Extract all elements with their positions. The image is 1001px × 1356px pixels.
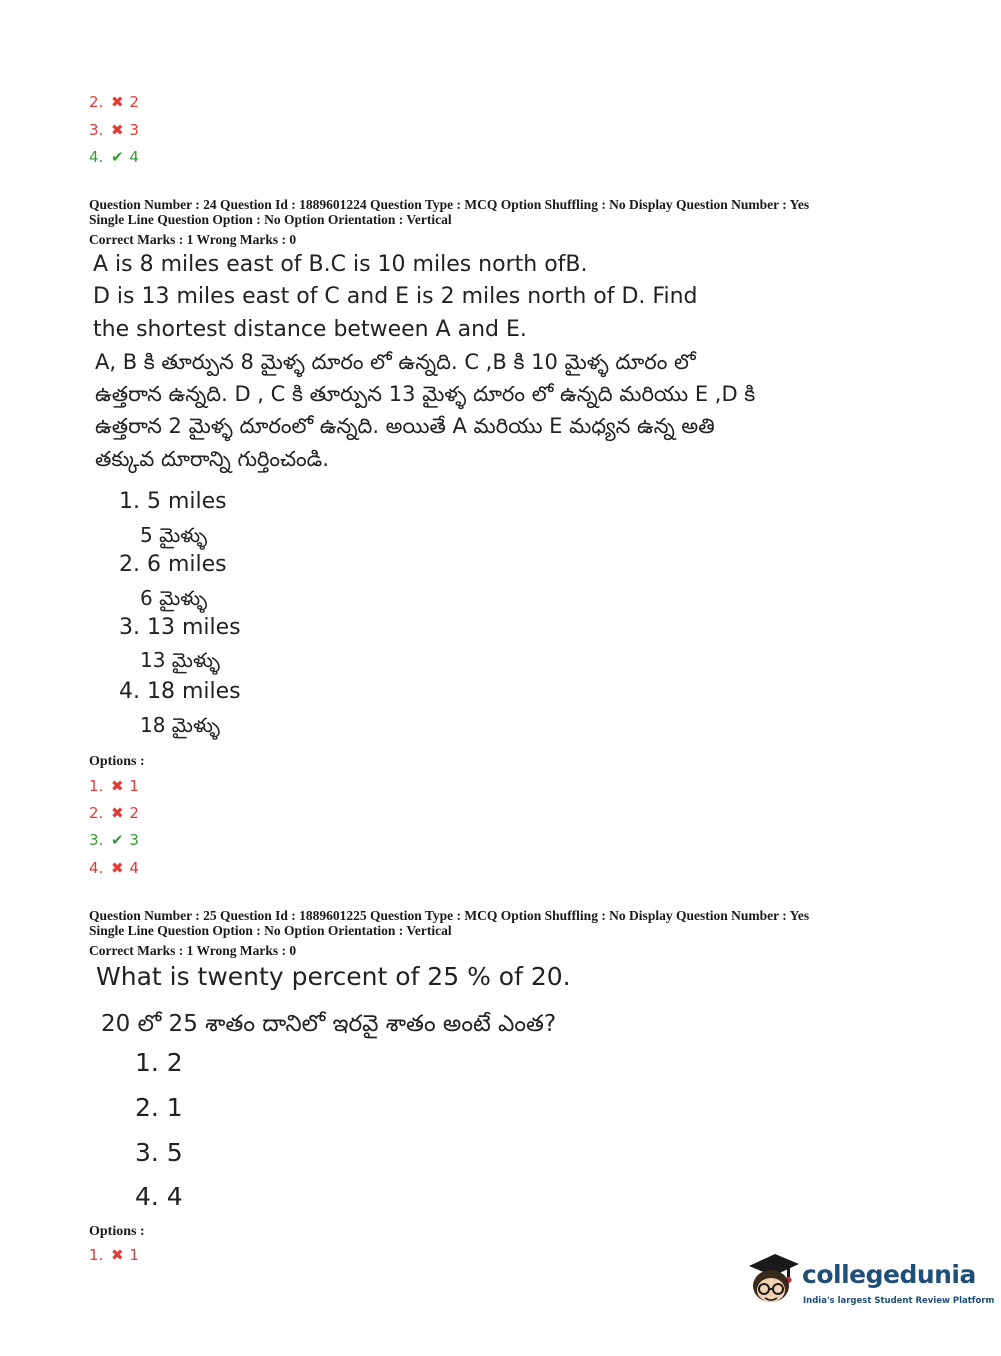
logo-name: collegedunia <box>802 1260 976 1289</box>
question-marks: Correct Marks : 1 Wrong Marks : 0 <box>89 232 297 247</box>
option-number: 3. <box>89 831 104 849</box>
options-label: Options : <box>89 1224 145 1239</box>
question-text-en: A is 8 miles east of B.C is 10 miles north ofB. <box>93 252 588 277</box>
option-number: 1. <box>89 777 104 795</box>
mascot-icon <box>745 1252 801 1310</box>
logo-tagline: India's largest Student Review Platform <box>803 1296 995 1306</box>
option-number: 2. <box>89 93 104 111</box>
cross-icon: ✖ <box>111 93 124 111</box>
question-text-te: ఉత్తరాన ఉన్నది. D , C కి తూర్పున 13 మైళ్ళ దూరం లో ఉన్నది మరియు E ,D కి <box>95 382 756 406</box>
option-value: 1 <box>129 777 139 795</box>
choice: 4. 4 <box>135 1182 183 1211</box>
choice-te: 18 మైళ్ళు <box>140 713 221 737</box>
choice-en: 1. 5 miles <box>119 489 227 514</box>
cross-icon: ✖ <box>111 1246 124 1264</box>
question-meta: Question Number : 25 Question Id : 1889601225 Question Type : MCQ Option Shuffling : No Display Question Number : Yes <box>89 908 810 923</box>
choice-te: 13 మైళ్ళు <box>140 648 221 672</box>
option-value: 4 <box>129 859 139 877</box>
collegedunia-logo <box>745 1252 995 1312</box>
question-text-te: 20 లో 25 శాతం దానిలో ఇరవై శాతం అంటే ఎంత? <box>101 1011 557 1037</box>
check-icon: ✔ <box>111 831 124 849</box>
question-text-te: తక్కువ దూరాన్ని గుర్తించండి. <box>95 447 329 471</box>
cross-icon: ✖ <box>111 859 124 877</box>
option-number: 2. <box>89 804 104 822</box>
option-line <box>89 859 139 877</box>
options-label: Options : <box>89 754 145 769</box>
question-text-te: A, B కి తూర్పున 8 మైళ్ళ దూరం లో ఉన్నది. C ,B కి 10 మైళ్ళ దూరం లో <box>95 350 696 374</box>
choice-en: 4. 18 miles <box>119 679 241 704</box>
question-meta: Single Line Question Option : No Option Orientation : Vertical <box>89 923 452 938</box>
question-text-en: the shortest distance between A and E. <box>93 317 527 342</box>
cross-icon: ✖ <box>111 121 124 139</box>
option-line <box>89 804 139 822</box>
option-line <box>89 93 139 111</box>
question-marks: Correct Marks : 1 Wrong Marks : 0 <box>89 943 297 958</box>
option-number: 3. <box>89 121 104 139</box>
option-value: 3 <box>129 121 139 139</box>
choice-en: 3. 13 miles <box>119 615 241 640</box>
choice-te: 5 మైళ్ళు <box>140 523 208 547</box>
cross-icon: ✖ <box>111 804 124 822</box>
option-number: 1. <box>89 1246 104 1264</box>
check-icon: ✔ <box>111 148 124 166</box>
question-meta: Single Line Question Option : No Option Orientation : Vertical <box>89 212 452 227</box>
option-value: 1 <box>129 1246 139 1264</box>
option-line <box>89 1246 139 1264</box>
option-number: 4. <box>89 148 104 166</box>
option-line <box>89 148 139 166</box>
option-value: 2 <box>129 93 139 111</box>
choice: 3. 5 <box>135 1138 183 1167</box>
choice: 1. 2 <box>135 1048 183 1077</box>
option-value: 4 <box>129 148 139 166</box>
question-text-en: D is 13 miles east of C and E is 2 miles north of D. Find <box>93 284 698 309</box>
cross-icon: ✖ <box>111 777 124 795</box>
option-line <box>89 777 139 795</box>
choice-te: 6 మైళ్ళు <box>140 586 208 610</box>
question-text-en: What is twenty percent of 25 % of 20. <box>96 962 571 991</box>
choice-en: 2. 6 miles <box>119 552 227 577</box>
question-meta: Question Number : 24 Question Id : 1889601224 Question Type : MCQ Option Shuffling : No Display Question Number : Yes <box>89 197 810 212</box>
option-number: 4. <box>89 859 104 877</box>
option-line <box>89 121 139 139</box>
option-value: 3 <box>129 831 139 849</box>
option-line <box>89 831 139 849</box>
question-text-te: ఉత్తరాన 2 మైళ్ళ దూరంలో ఉన్నది. అయితే A మరియు E మధ్యన ఉన్న అతి <box>95 414 715 438</box>
choice: 2. 1 <box>135 1093 183 1122</box>
option-value: 2 <box>129 804 139 822</box>
